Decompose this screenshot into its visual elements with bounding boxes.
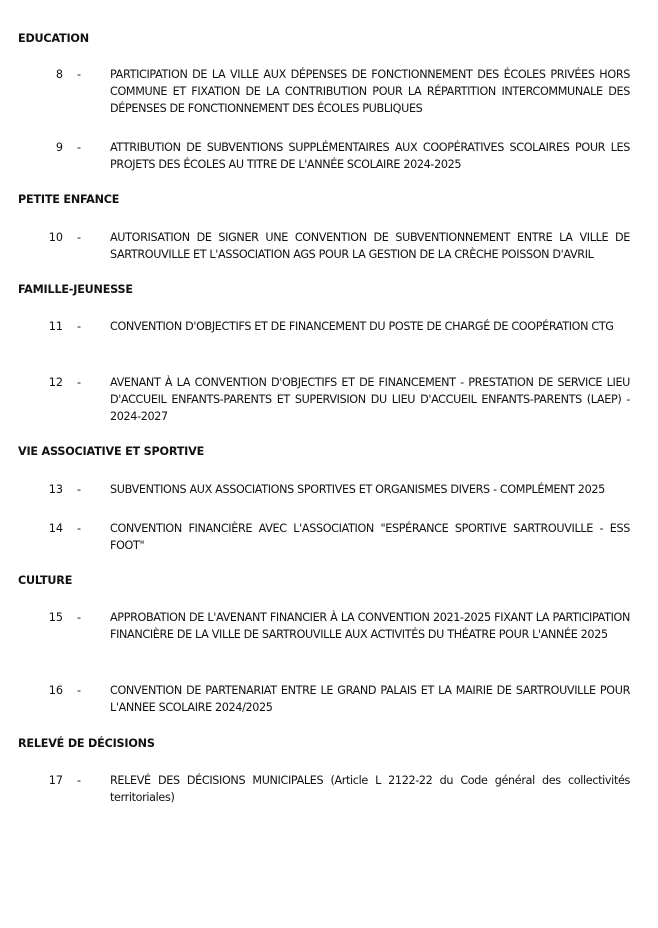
item-dash: - [77,684,82,697]
item-dash: - [77,522,82,535]
item-text: CONVENTION DE PARTENARIAT ENTRE LE GRAND PALAIS ET LA MAIRIE DE SARTROUVILLE POUR L'ANNEE SCOLAIRE 2024/2025 [110,684,630,714]
item-dash: - [77,483,82,496]
item-number: 9 [55,141,63,154]
item-number: 8 [55,68,63,81]
item-dash: - [77,141,82,154]
section-title-vie-associative: VIE ASSOCIATIVE ET SPORTIVE [18,445,205,458]
item-text: AUTORISATION DE SIGNER UNE CONVENTION DE SUBVENTIONNEMENT ENTRE LA VILLE DE SARTROUVILLE ET L'ASSOCIATION AGS POUR LA GESTION DE LA CRÈCHE POISSON D'AVRIL [110,231,630,261]
item-text: APPROBATION DE L'AVENANT FINANCIER À LA CONVENTION 2021-2025 FIXANT LA PARTICIPATION FINANCIÈRE DE LA VILLE DE SARTROUVILLE AUX ACTIVITÉS DU THÉATRE POUR L'ANNÉE 2025 [110,611,630,641]
item-dash: - [77,774,82,787]
item-text: PARTICIPATION DE LA VILLE AUX DÉPENSES DE FONCTIONNEMENT DES ÉCOLES PRIVÉES HORS COMMUNE ET FIXATION DE LA CONTRIBUTION POUR LA RÉPARTITION INTERCOMMUNALE DES DÉPENSES DE FONCTIONNEMENT DES ÉCOLES PUBLIQUES [110,68,630,115]
item-number: 12 [48,376,63,389]
item-dash: - [77,611,82,624]
item-text: RELEVÉ DES DÉCISIONS MUNICIPALES (Article L 2122-22 du Code général des collectivités territoriales) [110,774,630,804]
item-number: 10 [48,231,63,244]
item-number: 16 [48,684,63,697]
item-number: 14 [48,522,63,535]
item-number: 17 [48,774,63,787]
section-title-education: EDUCATION [18,32,89,45]
item-text: CONVENTION D'OBJECTIFS ET DE FINANCEMENT DU POSTE DE CHARGÉ DE COOPÉRATION CTG [110,320,614,333]
item-dash: - [77,231,82,244]
item-dash: - [77,68,82,81]
section-title-releve-decisions: RELEVÉ DE DÉCISIONS [18,737,155,750]
section-title-culture: CULTURE [18,574,73,587]
item-number: 11 [48,320,63,333]
item-number: 15 [48,611,63,624]
item-text: ATTRIBUTION DE SUBVENTIONS SUPPLÉMENTAIRES AUX COOPÉRATIVES SCOLAIRES POUR LES PROJETS DES ÉCOLES AU TITRE DE L'ANNÉE SCOLAIRE 2024-2025 [110,141,630,171]
item-number: 13 [48,483,63,496]
item-dash: - [77,320,82,333]
item-text: SUBVENTIONS AUX ASSOCIATIONS SPORTIVES ET ORGANISMES DIVERS - COMPLÉMENT 2025 [110,483,605,496]
item-dash: - [77,376,82,389]
section-title-petite-enfance: PETITE ENFANCE [18,193,120,206]
item-text: CONVENTION FINANCIÈRE AVEC L'ASSOCIATION "ESPÉRANCE SPORTIVE SARTROUVILLE - ESS FOOT" [110,522,630,552]
item-text: AVENANT À LA CONVENTION D'OBJECTIFS ET DE FINANCEMENT - PRESTATION DE SERVICE LIEU D'ACCUEIL ENFANTS-PARENTS ET SUPERVISION DU LIEU D'ACCUEIL ENFANTS-PARENTS (LAEP) - 2024-2027 [110,376,630,423]
section-title-famille-jeunesse: FAMILLE-JEUNESSE [18,283,133,296]
